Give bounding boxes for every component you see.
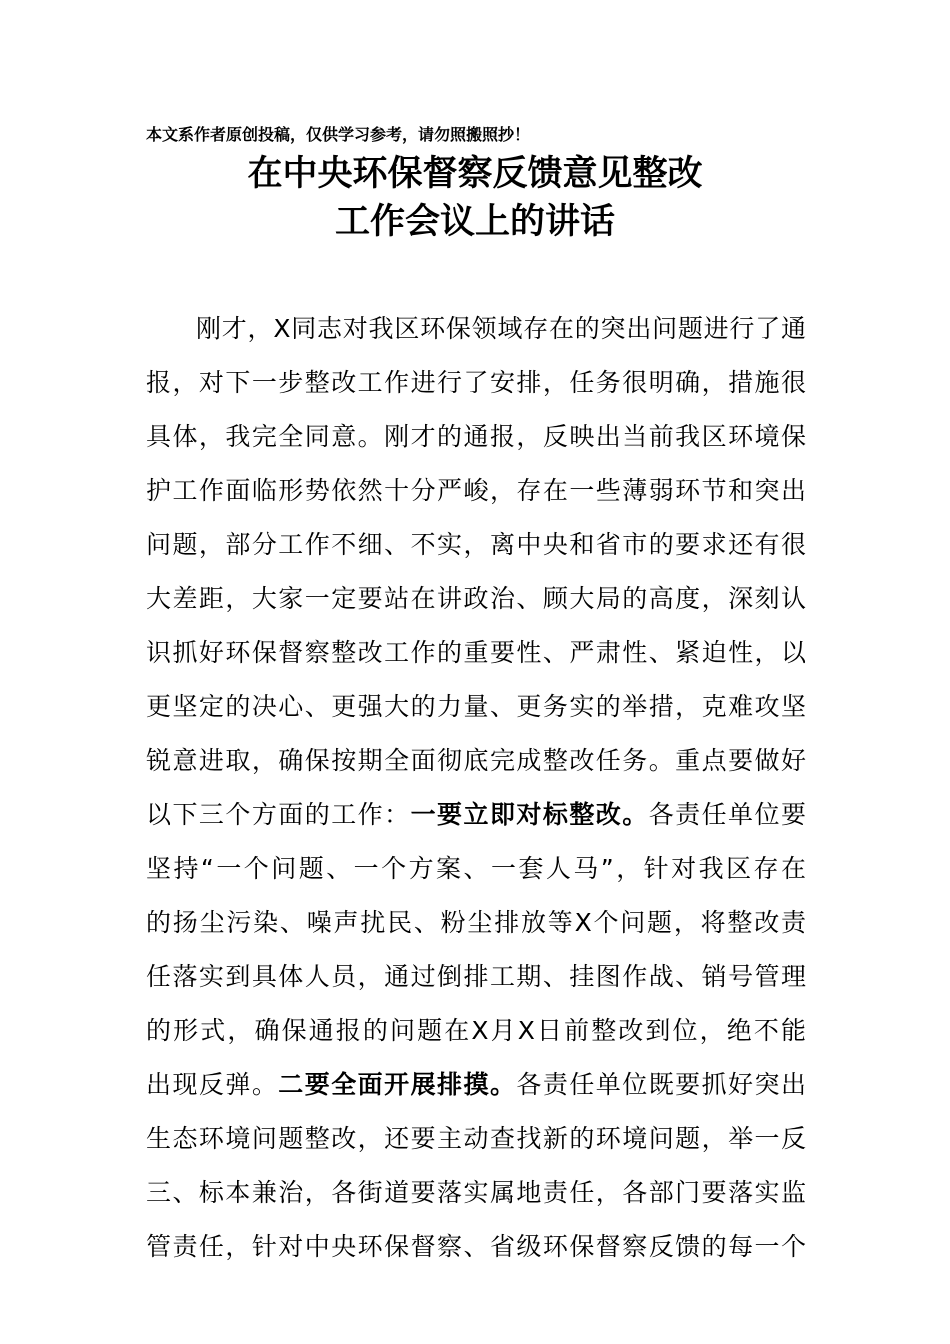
body-line	[146, 518, 806, 572]
body-text-segment: 坚持“一个问题、一个方案、一套人马”，针对我区存在	[146, 854, 806, 883]
author-notice: 本文系作者原创投稿，仅供学习参考，请勿照搬照抄！	[146, 125, 531, 144]
body-line	[146, 842, 806, 896]
body-text-segment: 任落实到具体人员，通过倒排工期、挂图作战、销号管理	[146, 962, 806, 991]
body-line	[146, 410, 806, 464]
body-text-segment: 三、标本兼治，各街道要落实属地责任，各部门要落实监	[146, 1178, 806, 1207]
body-text-segment: 的形式，确保通报的问题在X月X日前整改到位，绝不能	[146, 1016, 806, 1045]
body-line	[146, 680, 806, 734]
body-line	[146, 302, 806, 356]
body-text-segment: 问题，部分工作不细、不实，离中央和省市的要求还有很	[146, 530, 806, 559]
body-line	[146, 572, 806, 626]
title-line-1: 在中央环保督察反馈意见整改	[247, 153, 703, 194]
body-text-segment: 生态环境问题整改，还要主动查找新的环境问题，举一反	[146, 1124, 806, 1153]
body-text-segment: 以下三个方面的工作：	[146, 800, 411, 829]
body-text-segment: 识抓好环保督察整改工作的重要性、严肃性、紧迫性，以	[146, 638, 806, 667]
body-line	[146, 788, 806, 842]
body-text-segment: 具体，我完全同意。刚才的通报，反映出当前我区环境保	[146, 422, 806, 451]
body-text-segment: 更坚定的决心、更强大的力量、更务实的举措，克难攻坚	[146, 692, 806, 721]
body-line	[146, 1058, 806, 1112]
body-text-segment: 各责任单位既要抓好突出	[516, 1070, 806, 1099]
body-line	[146, 356, 806, 410]
body-line	[146, 1166, 806, 1220]
speech-body	[146, 302, 806, 1274]
body-text-segment: 锐意进取，确保按期全面彻底完成整改任务。重点要做好	[146, 746, 806, 775]
body-text-segment: 护工作面临形势依然十分严峻，存在一些薄弱环节和突出	[146, 476, 806, 505]
key-point-heading: 一要立即对标整改。	[410, 800, 649, 829]
body-line	[146, 1112, 806, 1166]
body-line	[146, 896, 806, 950]
title-line-2: 工作会议上的讲话	[334, 201, 615, 242]
body-text-segment: 的扬尘污染、噪声扰民、粉尘排放等X个问题，将整改责	[146, 908, 806, 937]
body-line	[146, 1004, 806, 1058]
body-text-segment: 各责任单位要	[648, 800, 806, 829]
body-text-segment: 大差距，大家一定要站在讲政治、顾大局的高度，深刻认	[146, 584, 806, 613]
body-line	[146, 1220, 806, 1274]
body-line	[146, 464, 806, 518]
body-text-segment: 管责任，针对中央环保督察、省级环保督察反馈的每一个	[146, 1232, 806, 1261]
key-point-heading: 二要全面开展排摸。	[278, 1070, 517, 1099]
body-text-segment: 出现反弹。	[146, 1070, 279, 1099]
body-text-segment: 刚才，X同志对我区环保领域存在的突出问题进行了通	[196, 314, 806, 343]
body-line	[146, 950, 806, 1004]
body-line	[146, 626, 806, 680]
body-text-segment: 报，对下一步整改工作进行了安排，任务很明确，措施很	[146, 368, 806, 397]
body-line	[146, 734, 806, 788]
